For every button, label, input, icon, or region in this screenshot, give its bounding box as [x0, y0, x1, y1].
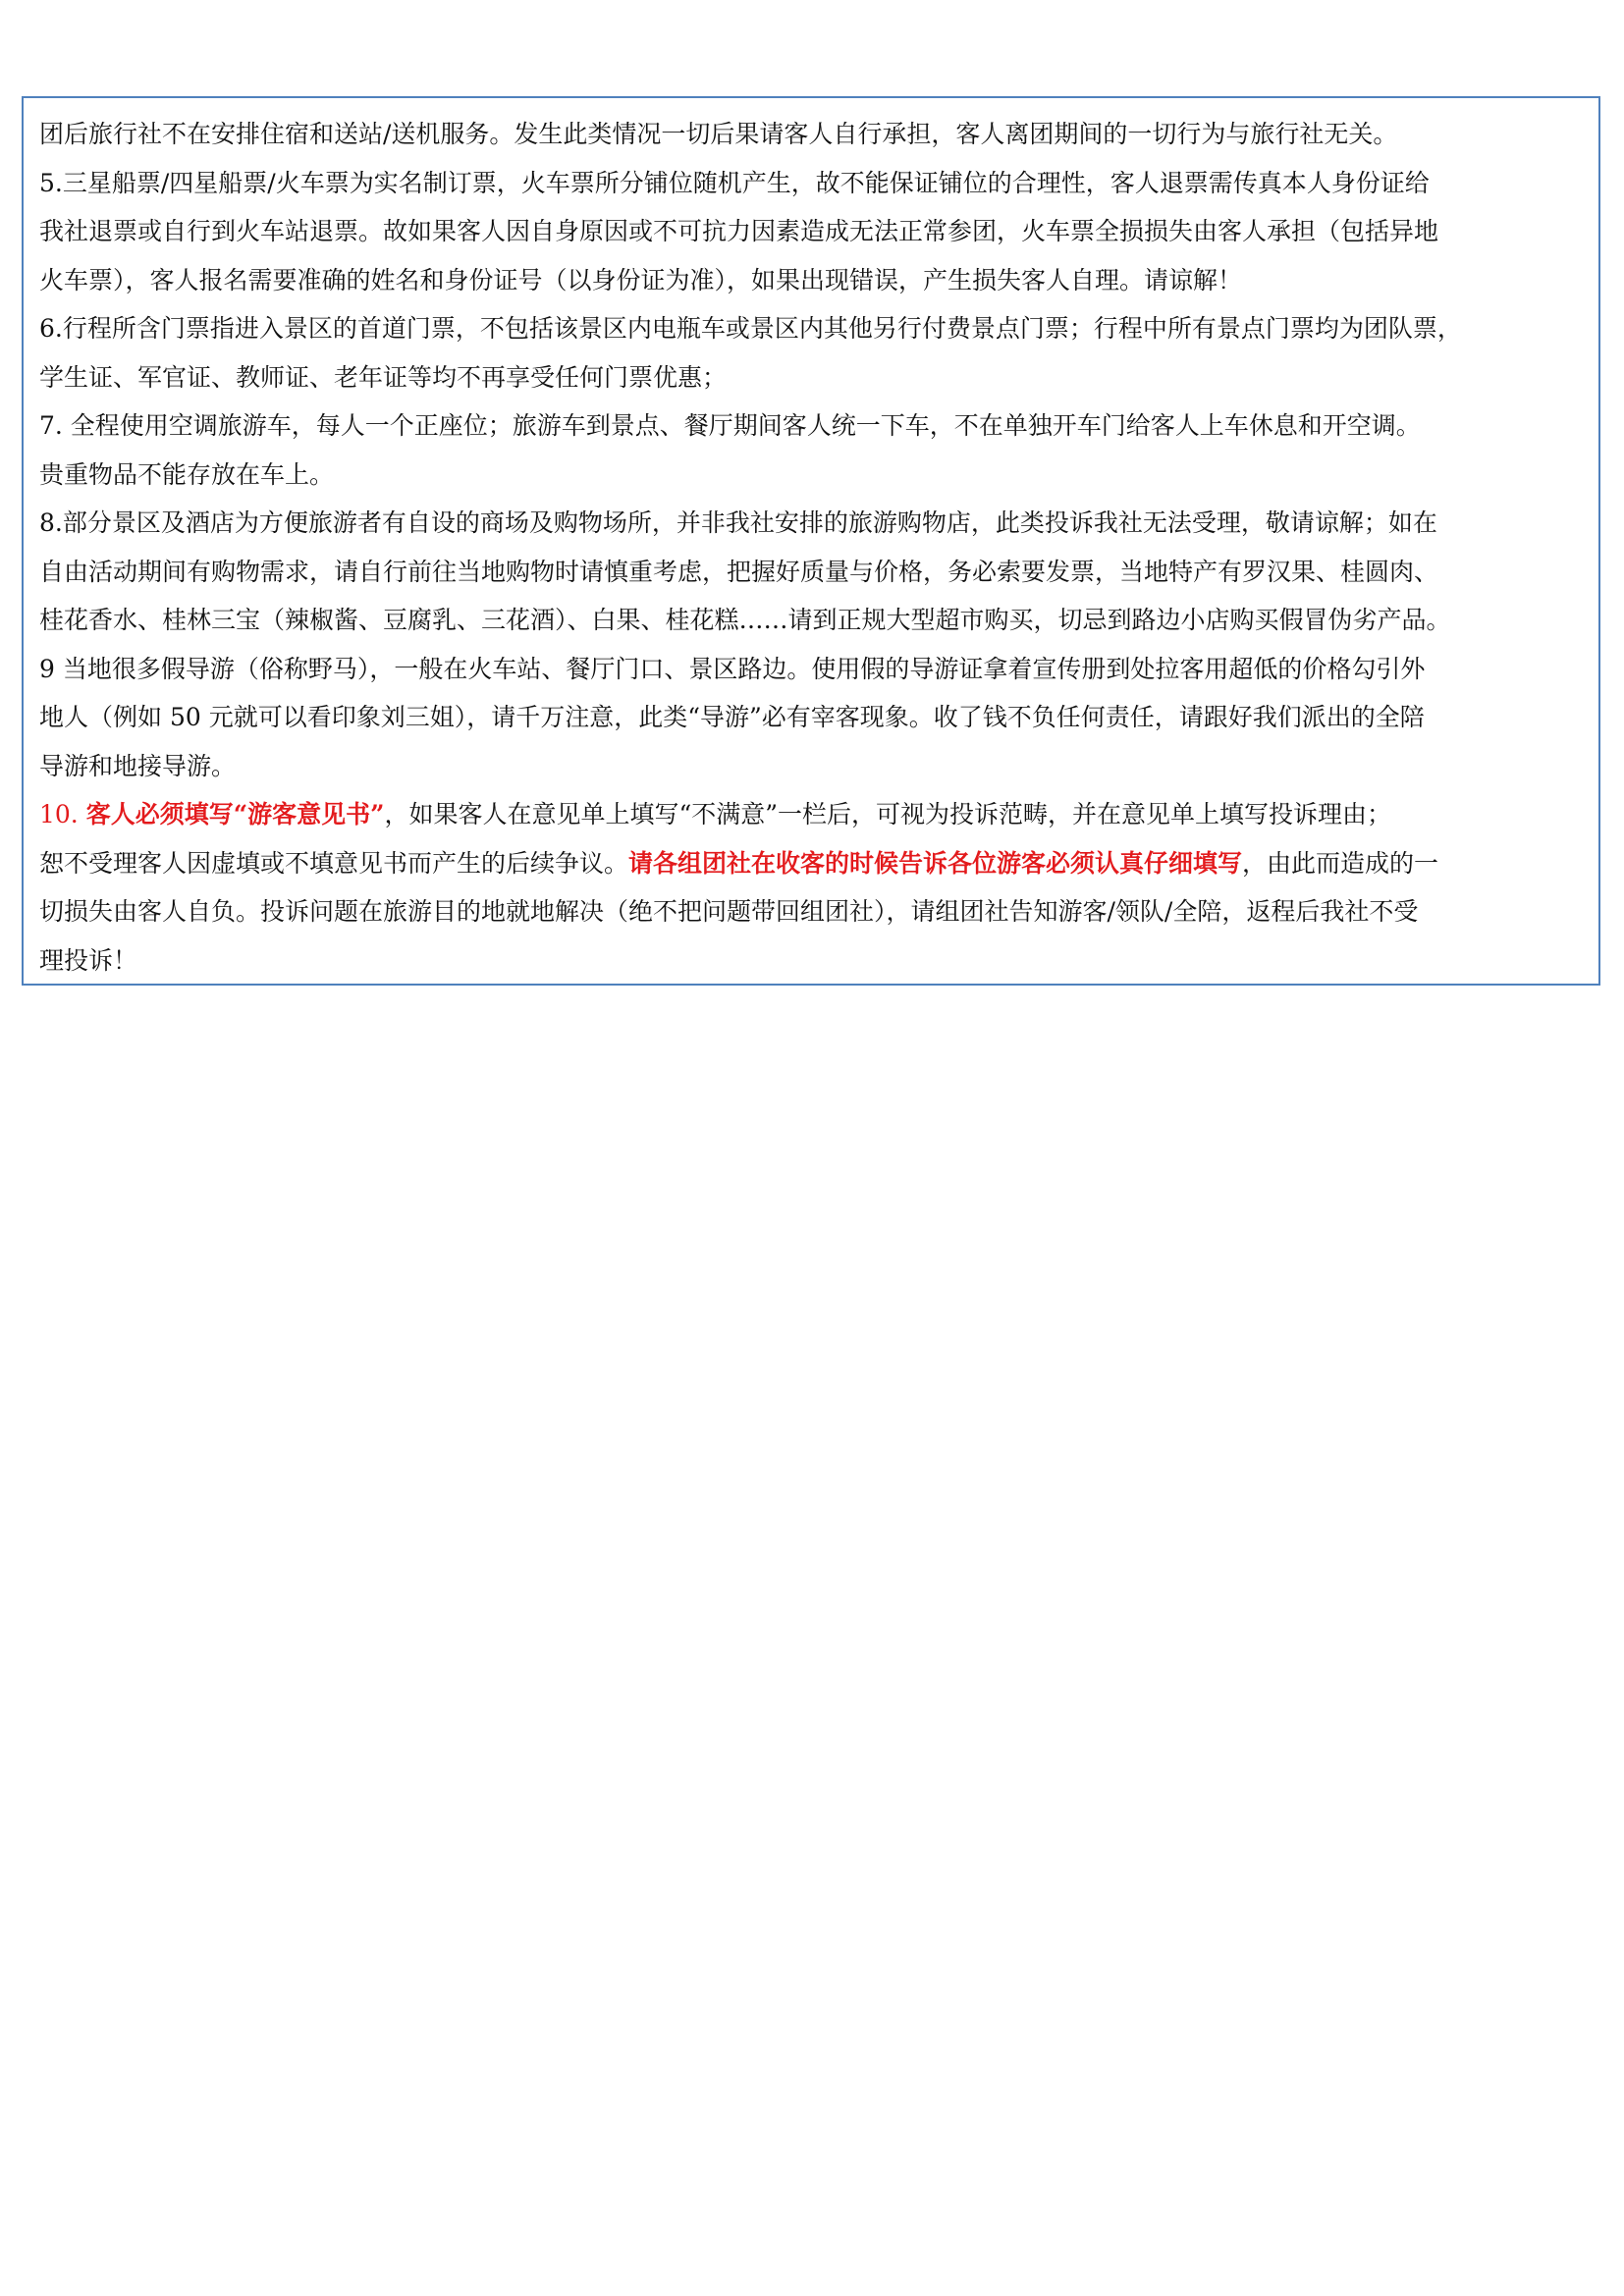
item-10-emphasis-2: 请各组团社在收客的时候告诉各位游客必须认真仔细填写	[628, 848, 1243, 878]
notice-line: 火车票），客人报名需要准确的姓名和身份证号（以身份证为准），如果出现错误，产生损失客人自理。请谅解！	[39, 265, 1243, 294]
item-10-text: ，由此而造成的一	[1242, 848, 1439, 878]
notice-line: 桂花香水、桂林三宝（辣椒酱、豆腐乳、三花酒）、白果、桂花糕……请到正规大型超市购买，切忌到路边小店购买假冒伪劣产品。	[39, 606, 1451, 634]
item-10-line-1	[39, 790, 1585, 839]
notice-line: 6.行程所含门票指进入景区的首道门票，不包括该景区内电瓶车或景区内其他另行付费景点门票；行程中所有景点门票均为团队票，	[39, 314, 1462, 343]
notice-line: 贵重物品不能存放在车上。	[39, 459, 335, 489]
notice-line: 7. 全程使用空调旅游车，每人一个正座位；旅游车到景点、餐厅期间客人统一下车，不在单独开车门给客人上车休息和开空调。	[39, 411, 1421, 440]
notice-line: 5.三星船票/四星船票/火车票为实名制订票，火车票所分铺位随机产生，故不能保证铺位的合理性，客人退票需传真本人身份证给	[39, 168, 1430, 197]
notice-line: 9 当地很多假导游（俗称野马），一般在火车站、餐厅门口、景区路边。使用假的导游证拿着宣传册到处拉客用超低的价格勾引外	[39, 654, 1426, 683]
item-10-emphasis-1: 客人必须填写“游客意见书”	[85, 800, 385, 828]
notice-line: 8.部分景区及酒店为方便旅游者有自设的商场及购物场所，并非我社安排的旅游购物店，此类投诉我社无法受理，敬请谅解；如在	[39, 508, 1437, 537]
notice-line: 学生证、军官证、教师证、老年证等均不再享受任何门票优惠；	[39, 362, 728, 392]
item-10-text: 恕不受理客人因虚填或不填意见书而产生的后续争议。	[39, 848, 629, 878]
item-10-text: ，如果客人在意见单上填写“不满意”一栏后，可视为投诉范畴，并在意见单上填写投诉理由；	[384, 800, 1392, 828]
notice-line: 我社退票或自行到火车站退票。故如果客人因自身原因或不可抗力因素造成无法正常参团，火车票全损损失由客人承担（包括异地	[39, 217, 1439, 245]
notice-line: 团后旅行社不在安排住宿和送站/送机服务。发生此类情况一切后果请客人自行承担，客人离团期间的一切行为与旅行社无关。	[39, 120, 1398, 148]
item-10-line-2	[39, 839, 1585, 888]
notice-line: 导游和地接导游。	[39, 751, 237, 780]
item-10-line-3: 切损失由客人自负。投诉问题在旅游目的地就地解决（绝不把问题带回组团社），请组团社告知游客/领队/全陪，返程后我社不受	[39, 897, 1419, 926]
notice-line: 自由活动期间有购物需求，请自行前往当地购物时请慎重考虑，把握好质量与价格，务必索要发票，当地特产有罗汉果、桂圆肉、	[39, 557, 1439, 586]
item-10-number: 10.	[39, 800, 86, 828]
item-10-line-4: 理投诉！	[39, 945, 138, 975]
travel-notice-box	[22, 96, 1600, 986]
notice-line: 地人（例如 50 元就可以看印象刘三姐），请千万注意，此类“导游”必有宰客现象。收了钱不负任何责任，请跟好我们派出的全陪	[39, 703, 1425, 731]
